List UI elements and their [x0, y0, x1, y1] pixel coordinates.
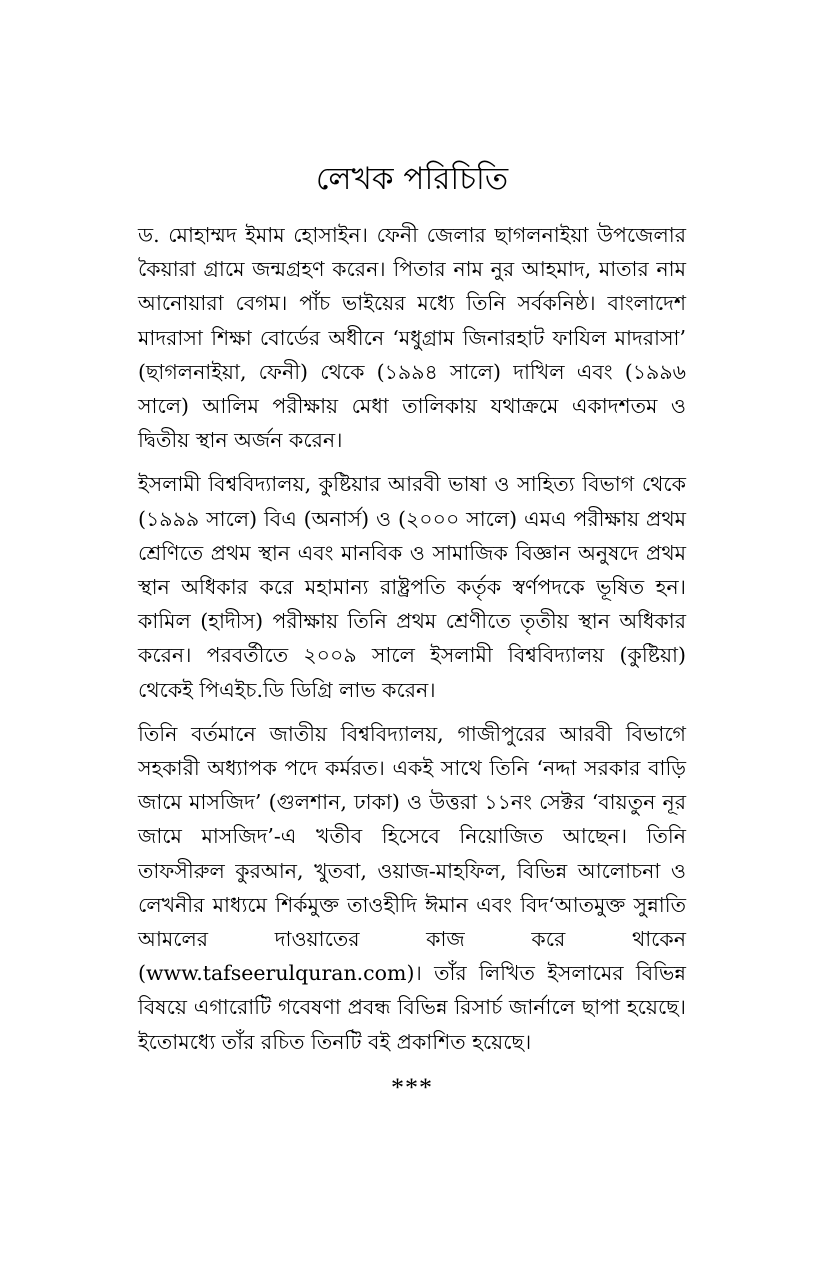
paragraph-current-work: তিনি বর্তমানে জাতীয় বিশ্ববিদ্যালয়, গাজীপুরের আরবী বিভাগে সহকারী অধ্যাপক পদে কর্মরত। একই সাথে তিনি ‘নদ্দা সরকার বাড়ি জামে মাসজিদ’ (গুলশান, ঢাকা) ও উত্তরা ১১নং সেক্টর ‘বায়তুন নূর জামে মাসজিদ’-এ খতীব হিসেবে নিয়োজিত আছেন। তিনি তাফসীরুল কুরআন, খুতবা, ওয়াজ-মাহফিল, বিভিন্ন আলোচনা ও লেখনীর মাধ্যমে শির্কমুক্ত তাওহীদি ঈমান এবং বিদ‘আতমুক্ত সুন্নাতি আমলের দাওয়াতের কাজ করে থাকেন (www.tafseerulquran.com)। তাঁর লিখিত ইসলামের বিভিন্ন বিষয়ে এগারোটি গবেষণা প্রবন্ধ বিভিন্ন রিসার্চ জার্নালে ছাপা হয়েছে। ইতোমধ্যে তাঁর রচিত তিনটি বই প্রকাশিত হয়েছে।: [138, 721, 686, 1054]
paragraph-university-education: ইসলামী বিশ্ববিদ্যালয়, কুষ্টিয়ার আরবী ভাষা ও সাহিত্য বিভাগ থেকে (১৯৯৯ সালে) বিএ (অনার্স) ও (২০০০ সালে) এমএ পরীক্ষায় প্রথম শ্রেণিতে প্রথম স্থান এবং মানবিক ও সামাজিক বিজ্ঞান অনুষদে প্রথম স্থান অধিকার করে মহামান্য রাষ্ট্রপতি কর্তৃক স্বর্ণপদকে ভূষিত হন। কামিল (হাদীস) পরীক্ষায় তিনি প্রথম শ্রেণীতে তৃতীয় স্থান অধিকার করেন। পরবর্তীতে ২০০৯ সালে ইসলামী বিশ্ববিদ্যালয় (কুষ্টিয়া) থেকেই পিএইচ.ডি ডিগ্রি লাভ করেন।: [138, 472, 686, 702]
author-intro-page: [138, 158, 686, 1103]
page-title: লেখক পরিচিতি: [315, 161, 509, 197]
paragraph-early-life: ড. মোহাম্মদ ইমাম হোসাইন। ফেনী জেলার ছাগলনাইয়া উপজেলার কৈয়ারা গ্রামে জন্মগ্রহণ করেন। পিতার নাম নুর আহমাদ, মাতার নাম আনোয়ারা বেগম। পাঁচ ভাইয়ের মধ্যে তিনি সর্বকনিষ্ঠ। বাংলাদেশ মাদরাসা শিক্ষা বোর্ডের অধীনে ‘মধুগ্রাম জিনারহাট ফাযিল মাদরাসা’ (ছাগলনাইয়া, ফেনী) থেকে (১৯৯৪ সালে) দাখিল এবং (১৯৯৬ সালে) আলিম পরীক্ষায় মেধা তালিকায় যথাক্রমে একাদশতম ও দ্বিতীয় স্থান অর্জন করেন।: [138, 223, 686, 453]
end-mark: ***: [391, 1072, 433, 1102]
